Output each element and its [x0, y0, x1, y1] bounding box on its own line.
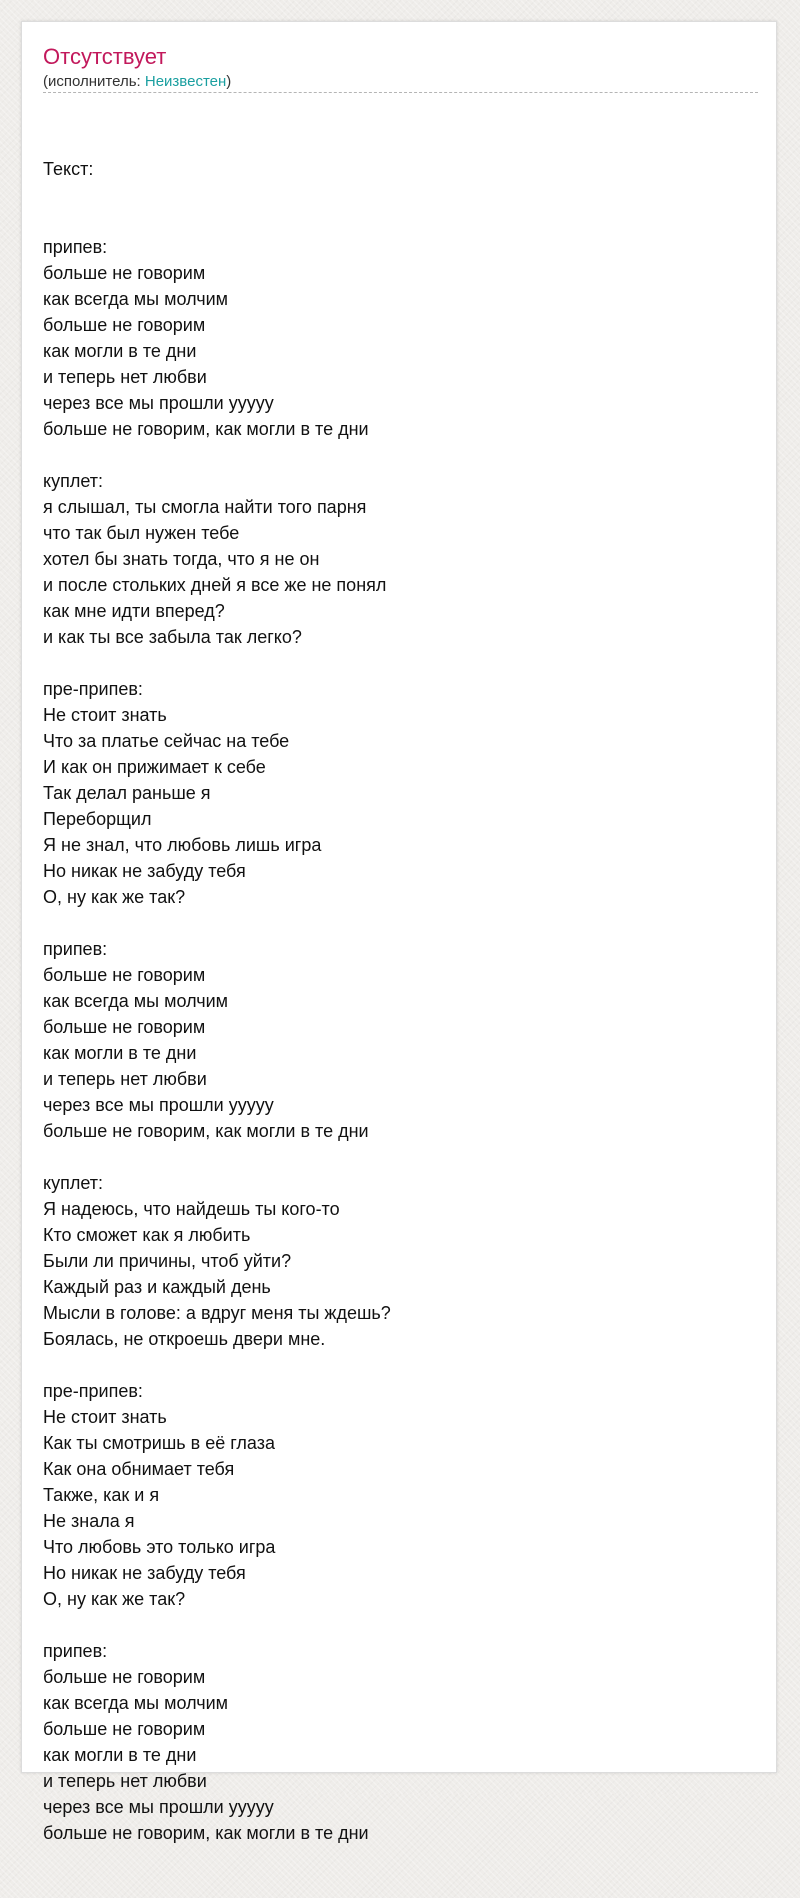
- lyrics-stanza: [43, 1170, 756, 1352]
- lyric-line: Так делал раньше я: [43, 783, 211, 803]
- lyric-line: как мне идти вперед?: [43, 601, 225, 621]
- lyric-line: я слышал, ты смогла найти того парня: [43, 497, 367, 517]
- lyric-line: Что за платье сейчас на тебе: [43, 731, 290, 751]
- artist-prefix: (исполнитель:: [43, 73, 145, 90]
- lyric-line: Но никак не забуду тебя: [43, 861, 246, 881]
- artist-line: [43, 73, 756, 91]
- lyric-line: Как она обнимает тебя: [43, 1459, 235, 1479]
- stanza-label: припев:: [43, 939, 108, 959]
- lyric-line: и теперь нет любви: [43, 367, 207, 387]
- stanza-label: припев:: [43, 1641, 108, 1661]
- title-divider: [43, 92, 758, 93]
- lyric-line: Боялась, не откроешь двери мне.: [43, 1329, 326, 1349]
- lyric-line: Мысли в голове: а вдруг меня ты ждешь?: [43, 1303, 391, 1323]
- lyric-line: И как он прижимает к себе: [43, 757, 266, 777]
- lyrics-stanza: [43, 1378, 756, 1612]
- lyrics-heading: Текст:: [43, 159, 94, 179]
- lyric-line: больше не говорим: [43, 1667, 206, 1687]
- lyric-line: больше не говорим: [43, 1719, 206, 1739]
- lyric-line: Были ли причины, чтоб уйти?: [43, 1251, 292, 1271]
- song-title: Отсутствует: [43, 44, 167, 69]
- stanza-gap: [43, 910, 756, 936]
- lyric-line: больше не говорим: [43, 315, 206, 335]
- stanza-label: пре-припев:: [43, 679, 143, 699]
- stanza-label: куплет:: [43, 1173, 103, 1193]
- lyric-line: как всегда мы молчим: [43, 289, 229, 309]
- lyric-line: Каждый раз и каждый день: [43, 1277, 271, 1297]
- lyrics-stanza: [43, 468, 756, 650]
- lyric-line: больше не говорим, как могли в те дни: [43, 1121, 369, 1141]
- stanza-gap: [43, 1352, 756, 1378]
- lyrics-stanza: [43, 936, 756, 1144]
- lyric-line: через все мы прошли ууууу: [43, 1797, 274, 1817]
- lyric-line: больше не говорим: [43, 1017, 206, 1037]
- lyric-line: Не стоит знать: [43, 705, 167, 725]
- lyric-line: Кто сможет как я любить: [43, 1225, 251, 1245]
- stanza-gap: [43, 1144, 756, 1170]
- lyrics-blocks: [43, 234, 756, 1846]
- lyric-line: Я не знал, что любовь лишь игра: [43, 835, 322, 855]
- lyrics-stanza: [43, 1638, 756, 1846]
- lyric-line: как всегда мы молчим: [43, 1693, 229, 1713]
- lyric-line: как всегда мы молчим: [43, 991, 229, 1011]
- lyric-line: больше не говорим: [43, 263, 206, 283]
- lyric-line: как могли в те дни: [43, 1043, 197, 1063]
- lyric-line: больше не говорим, как могли в те дни: [43, 419, 369, 439]
- lyric-line: Переборщил: [43, 809, 152, 829]
- stanza-label: пре-припев:: [43, 1381, 143, 1401]
- artist-suffix: ): [226, 73, 232, 90]
- lyric-line: Что любовь это только игра: [43, 1537, 276, 1557]
- stanza-gap: [43, 650, 756, 676]
- lyric-line: больше не говорим, как могли в те дни: [43, 1823, 369, 1843]
- lyric-line: О, ну как же так?: [43, 887, 186, 907]
- lyric-line: больше не говорим: [43, 965, 206, 985]
- lyric-line: Также, как и я: [43, 1485, 160, 1505]
- stanza-gap: [43, 442, 756, 468]
- artist-link[interactable]: Неизвестен: [144, 73, 227, 90]
- lyric-line: как могли в те дни: [43, 1745, 197, 1765]
- lyric-line: и после стольких дней я все же не понял: [43, 575, 387, 595]
- lyric-line: Не знала я: [43, 1511, 135, 1531]
- lyric-line: и теперь нет любви: [43, 1771, 207, 1791]
- stanza-label: припев:: [43, 237, 108, 257]
- lyric-line: что так был нужен тебе: [43, 523, 240, 543]
- stanza-gap: [43, 1612, 756, 1638]
- lyric-line: Я надеюсь, что найдешь ты кого-то: [43, 1199, 340, 1219]
- stanza-label: куплет:: [43, 471, 103, 491]
- lyrics-stanza: [43, 676, 756, 910]
- lyric-line: О, ну как же так?: [43, 1589, 186, 1609]
- lyric-line: и как ты все забыла так легко?: [43, 627, 302, 647]
- lyric-line: и теперь нет любви: [43, 1069, 207, 1089]
- lyrics-text: [43, 104, 756, 1898]
- lyric-line: через все мы прошли ууууу: [43, 1095, 274, 1115]
- lyric-line: Как ты смотришь в её глаза: [43, 1433, 276, 1453]
- lyric-line: хотел бы знать тогда, что я не он: [43, 549, 320, 569]
- lyrics-card: [21, 21, 777, 1843]
- lyric-line: Не стоит знать: [43, 1407, 167, 1427]
- lyric-line: через все мы прошли ууууу: [43, 393, 274, 413]
- lyric-line: как могли в те дни: [43, 341, 197, 361]
- lyrics-stanza: [43, 234, 756, 442]
- lyric-line: Но никак не забуду тебя: [43, 1563, 246, 1583]
